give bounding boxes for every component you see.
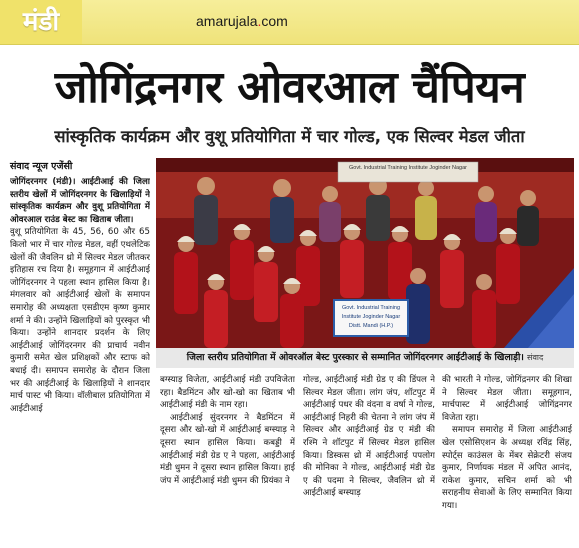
byline: संवाद न्यूज एजेंसी (10, 161, 73, 172)
article-paragraph: जोगिंदरनगर (मंडी)। आईटीआई की जिला स्तरीय खेलों में जोगिंदरनगर के खिलाड़ियों ने सांस्कृतिक कार्यक्रम और वुशू प्रतियोगिता में ओवरआल राउंड बेस्ट का खिताब जीता। (10, 177, 150, 225)
board-line: Institute Joginder Nagar (341, 314, 401, 320)
article-column-3 (303, 374, 435, 544)
headline: जोगिंद्रनगर ओवरआल चैंपियन (54, 62, 525, 113)
caption-text: जिला स्तरीय प्रतियोगिता में ओवरऑल बेस्ट पुरस्कार से सम्मानित जोगिंदरनगर आईटीआई के खिलाड़ी। (186, 352, 524, 363)
site-tld: com (261, 13, 288, 29)
section-tag: मंडी (0, 0, 82, 44)
site-logo (196, 10, 356, 32)
article-column-4 (442, 374, 572, 544)
photo-credit: संवाद (527, 353, 544, 362)
news-photo (156, 158, 574, 348)
article-column-1 (10, 176, 150, 544)
board-line: Distt. Mandi (H.P.) (348, 323, 394, 329)
article-paragraph: वुशू प्रतियोगिता के 45, 56, 60 और 65 किलो भार में चार गोल्ड मेडल, वहीं एथलेटिक खेलों की जैवलिन थ्रो में सिल्वर मेडल जीतकर इतिहास रच दिया है। समूहगान में आईटीआई जोगिंदरनगर ने पहला स्थान हासिल किया है। मंगलवार को आईटीआई खेलों के समापन समारोह की अध्यक्षता एसडीएम कृष्ण कुमार शर्मा ने की। उन्होंने खिलाड़ियों को पुरस्कृत भी किया। उन्होंने शानदार प्रदर्शन के लिए आईटीआई जोगिंदरनगर की प्राचार्य नवीन कुमारी समेत खेल प्रशिक्षकों और स्टाफ को बधाई दी। समापन समारोह के दौरान जिला भर की आईटीआई के खिलाड़ियों ने शानदार मार्च पास्ट भी किया। वॉलीबाल प्रतियोगिता में आईटीआई (10, 227, 150, 414)
article-column-2 (160, 374, 295, 544)
held-board (336, 304, 406, 334)
header-strip (0, 0, 579, 45)
subheadline: सांस्कृतिक कार्यक्रम और वुशू प्रतियोगिता में चार गोल्ड, एक सिल्वर मेडल जीता (54, 127, 525, 146)
site-dot: . (257, 13, 262, 29)
article-paragraph: बग्स्याड़ विजेता, आईटीआई मंडी उपविजेता रहा। बैडमिंटन और खो-खो का खिताब भी आईटीआई मंडी के नाम रहा। (160, 375, 295, 411)
wall-banner: Govt. Industrial Training Institute Joginder Nagar (348, 165, 467, 171)
article-paragraph: आईटीआई सुंदरनगर ने बैडमिंटन में दूसरा और खो-खो में आईटीआई बग्स्याड़ ने दूसरा स्थान हासिल किया। कबड्डी में आईटीआई मंडी ग्रेड ए ने पहला, आईटीआई मंडी धुमन ने दूसरा स्थान हासिल किया। हाई जंप में आईटीआई मंडी धुमन की प्रियंका ने (160, 412, 295, 486)
photo-caption (156, 348, 574, 368)
article-paragraph: गोल्ड, आईटीआई मंडी ग्रेड ए की डिंपल ने सिल्वर मेडल जीता। लांग जंप, शॉटपुट में आईटीआई पधर की वंदना व वर्षा ने गोल्ड, आईटीआई निहरी की चेतना ने लांग जंप में सिल्वर और आईटीआई ग्रेड ए मंडी की रश्मि ने शॉटपुट में सिल्वर मेडल हासिल किया। डिस्कस थ्रो में आईटीआई पपलोग की मोनिका ने गोल्ड, आईटीआई मंडी ग्रेड ए की पदमा ने सिल्वर, जैवलिन थ्रो में आईटीआई बग्स्याड़ (303, 375, 435, 499)
board-line: Govt. Industrial Training (341, 305, 401, 311)
article-paragraph: समापन समारोह में जिला आईटीआई खेल एसोसिएशन के अध्यक्ष रविंद्र सिंह, स्पोर्ट्स काउंसल के मेंबर सेक्रेटरी संजय कुमार, निर्णायक मंडल में अपित आनंद, राकेश कुमार, सचिन शर्मा को भी सराहनीय सेवाओं के लिए सम्मानित किया गया। (442, 425, 572, 511)
site-name: amarujala (196, 13, 258, 29)
article-paragraph: की भारती ने गोल्ड, जोगिंद्रनगर की शिखा ने सिल्वर मेडल जीता। समूहगान, मार्चपास्ट में आईटीआई जोगिंद्रनगर विजेता रहा। (442, 375, 572, 423)
